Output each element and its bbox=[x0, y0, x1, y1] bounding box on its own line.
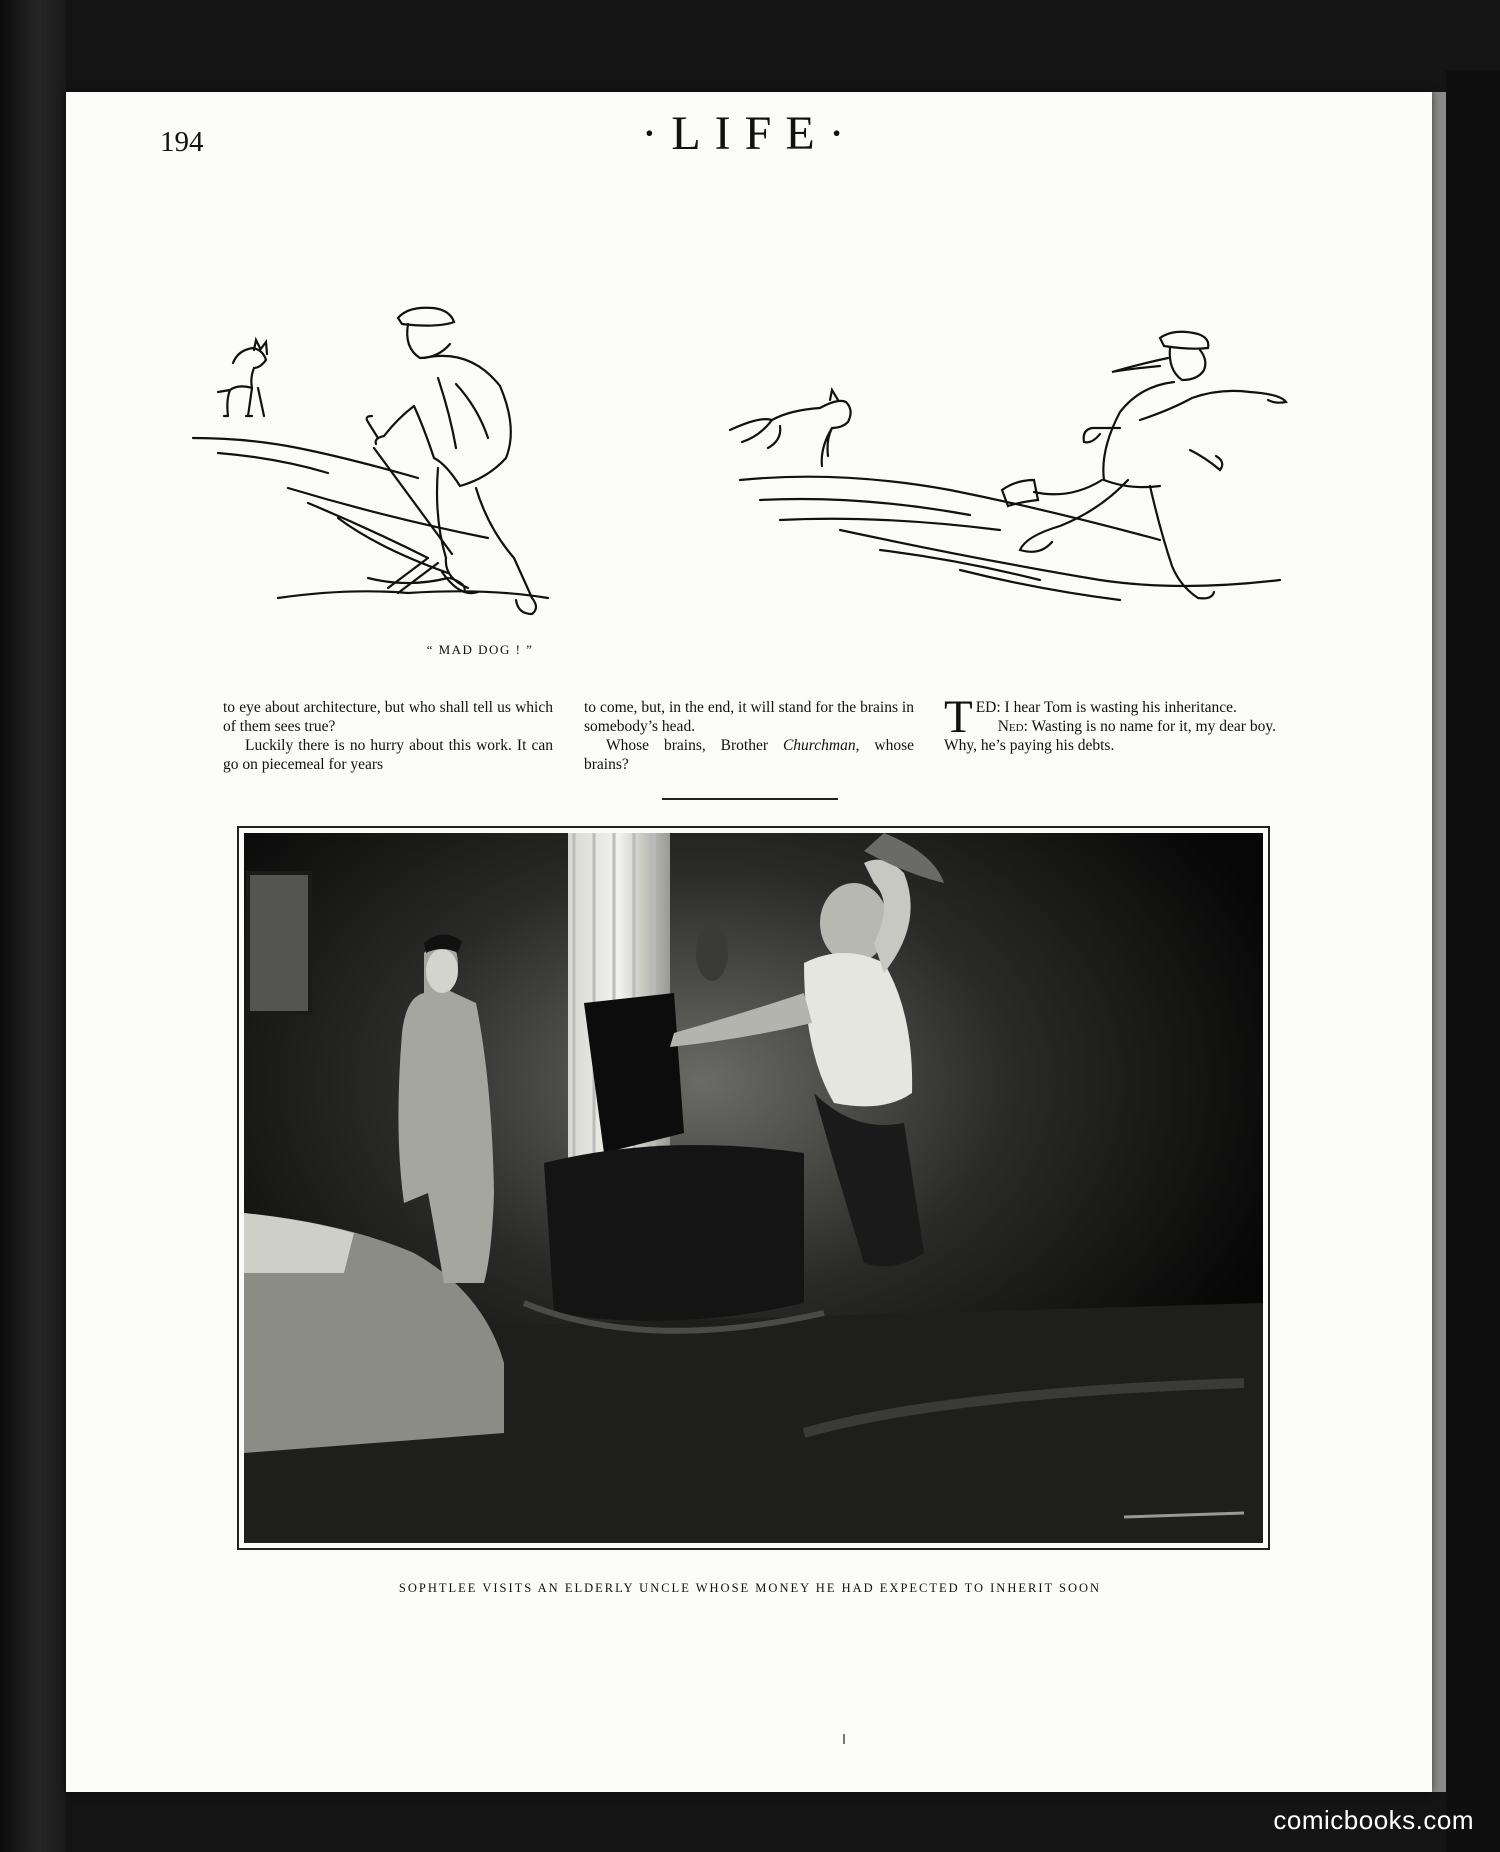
drop-cap: T bbox=[944, 691, 973, 743]
cartoon-right-panel bbox=[720, 330, 1320, 660]
scan-left-edge bbox=[0, 0, 66, 1852]
bedroom-scene-illustration bbox=[244, 833, 1263, 1543]
col2-p2-text: Whose brains, Brother bbox=[606, 737, 783, 754]
section-rule bbox=[662, 798, 838, 800]
speaker-ned: Ned bbox=[997, 718, 1024, 735]
col3-p2-text: : Wasting is no name for it, my dear boy. Why, he’s paying his debts. bbox=[944, 718, 1276, 754]
col3-paragraph-2 bbox=[944, 717, 1276, 755]
illustration-caption: SOPHTLEE VISITS AN ELDERLY UNCLE WHOSE MONEY HE HAD EXPECTED TO INHERIT SOON bbox=[398, 1581, 1102, 1595]
col2-paragraph-2 bbox=[584, 736, 914, 774]
page-mark bbox=[843, 1734, 845, 1744]
col1-paragraph-1: to eye about architecture, but who shall tell us which of them sees true? bbox=[223, 699, 553, 735]
col3-p1-text: ED: I hear Tom is wasting his inheritance. bbox=[975, 699, 1237, 716]
cartoon-caption: “ MAD DOG ! ” bbox=[426, 642, 534, 657]
illustration-frame bbox=[237, 826, 1270, 1550]
masthead-title: ·LIFE· bbox=[641, 107, 859, 160]
col1-paragraph-2: Luckily there is no hurry about this work. It can go on piecemeal for years bbox=[223, 737, 553, 773]
page-number: 194 bbox=[160, 126, 204, 158]
cartoon-left-panel bbox=[188, 288, 648, 638]
site-watermark: comicbooks.com bbox=[1273, 1805, 1474, 1835]
col2-p2-italic: Churchman, bbox=[782, 737, 860, 754]
text-column-3 bbox=[944, 691, 1276, 755]
col2-paragraph-1: to come, but, in the end, it will stand for the brains in somebody’s head. bbox=[584, 699, 914, 735]
col2-p2-end: whose brains? bbox=[584, 737, 914, 773]
text-column-2 bbox=[584, 698, 914, 774]
page-spine bbox=[1432, 92, 1446, 1792]
text-column-1 bbox=[223, 698, 553, 774]
